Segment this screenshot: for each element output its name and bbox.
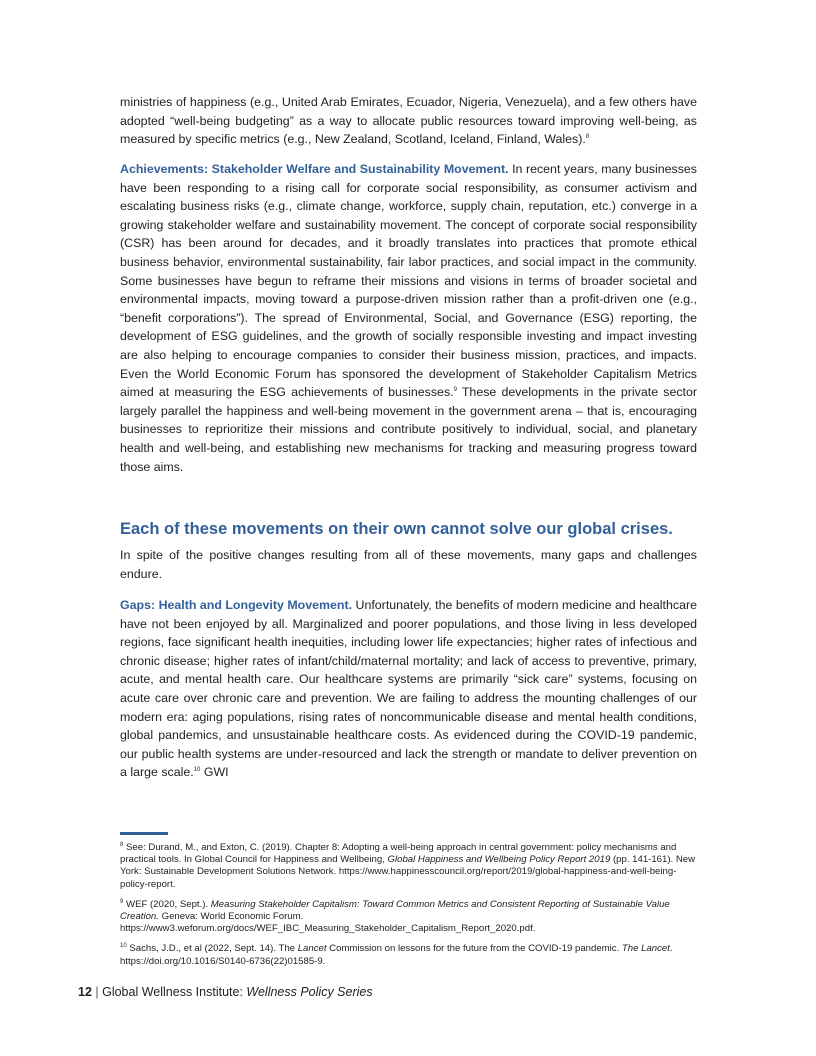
achievements-lead: Achievements: Stakeholder Welfare and Sustainability Movement.	[120, 162, 509, 176]
intro-block	[120, 93, 697, 149]
gaps-lead: Gaps: Health and Longevity Movement.	[120, 598, 353, 612]
footnote-ref-10[interactable]: 10	[193, 767, 201, 774]
page-footer: 12 | Global Wellness Institute: Wellness Policy Series	[78, 985, 373, 999]
footnote-divider	[120, 832, 168, 835]
page-number: 12	[78, 985, 92, 999]
footnote-ref-9[interactable]: 9	[453, 387, 457, 393]
intro-paragraph: ministries of happiness (e.g., United Arab Emirates, Ecuador, Nigeria, Venezuela), and a few others have adopted “well-being budgeting” as a way to allocate public resources toward improving well-being, as measured by specific metrics (e.g., New Zealand, Scotland, Iceland, Finland, Wales).$^8$	[120, 95, 697, 147]
achievements-paragraph: Achievements: Stakeholder Welfare and Sustainability Movement. In recent years, many businesses have been responding to a rising call for corporate social responsibility, as consumer activism and escalating business risks (e.g., climate change, workforce, supply chain, reputation, etc.) converge in a growing stakeholder welfare and sustainability movement. The concept of corporate social responsibility (CSR) has been around for decades, and it broadly translates into practices that promote ethical business behavior, environmental sustainability, fair labor practices, and social impact in the community. Some businesses have begun to reframe their missions and visions in terms of broader societal and environmental impacts, moving toward a purpose-driven mission rather than a profit-driven one (e.g., “benefit corporations”). The spread of Environmental, Social, and Governance (ESG) reporting, the development of ESG guidelines, and the growth of socially responsible investing and impact investing are also helping to encourage companies to consider their business mission, practices, and impacts. Even the World Economic Forum has sponsored the development of Stakeholder Capitalism Metrics aimed at measuring the ESG achievements of businesses.$^9$ These developments in the private sector largely parallel the happiness and well-being movement in the government arena – that is, encouraging businesses to reprioritize their missions and contribute positively to individual, social, and planetary health and well-being, and establishing new mechanisms for tracking and measuring progress toward those aims.	[120, 162, 698, 474]
section-block	[120, 518, 697, 583]
section-intro: In spite of the positive changes resulting from all of these movements, many gaps and challenges endure.	[120, 548, 697, 581]
section-heading: Each of these movements on their own cannot solve our global crises.	[120, 520, 673, 538]
footer-series: Wellness Policy Series	[246, 985, 373, 999]
footnote-10: $^{10}$ Sachs, J.D., et al (2022, Sept. 14). The Lancet Commission on lessons for the future from the COVID-19 pandemic. The Lancet. https://doi.org/10.1016/S0140-6736(22)01585-9.	[120, 943, 673, 967]
footnote-ref-8[interactable]: 8	[585, 134, 590, 141]
footer-org: Global Wellness Institute:	[102, 985, 247, 999]
footnote-8: $^8$ See: Durand, M., and Exton, C. (2019). Chapter 8: Adopting a well-being approach in central government: policy mechanisms and practical tools. In Global Council for Happiness and Wellbeing, Global Happiness and Wellbeing Policy Report 2019 (pp. 141-161). New York: Sustainable Development Solutions Network. https://www.happinesscouncil.org/report/2019/global-happiness-and-well-being-policy-report.	[120, 841, 696, 890]
gaps-paragraph: Gaps: Health and Longevity Movement. Unfortunately, the benefits of modern medicine and healthcare have not been enjoyed by all. Marginalized and poorer populations, and those living in less developed regions, face significant health inequities, including lower life expectancies; higher rates of infectious and chronic disease; higher rates of infant/child/maternal mortality; and lack of access to preventive, primary, acute, and mental health care. Our healthcare systems are primarily “sick care” systems, focusing on acute care over chronic care and prevention. We are failing to address the mounting challenges of our modern era: aging populations, rising rates of noncommunicable disease and mental health conditions, global pandemics, and unsustainable healthcare costs. As evidenced during the COVID-19 pandemic, our public health systems are under-resourced and lack the strength or mandate to deliver prevention on a large scale.$^{10}$ GWI	[120, 598, 697, 780]
achievements-block	[120, 160, 697, 476]
footnotes	[120, 842, 697, 968]
footnote-9: $^9$ WEF (2020, Sept.). Measuring Stakeholder Capitalism: Toward Common Metrics and Consistent Reporting of Sustainable Value Creation. Geneva: World Economic Forum. https://www3.weforum.org/docs/WEF_IBC_Measuring_Stakeholder_Capitalism_Report_2020.pdf.	[120, 898, 670, 935]
gaps-block	[120, 596, 697, 782]
